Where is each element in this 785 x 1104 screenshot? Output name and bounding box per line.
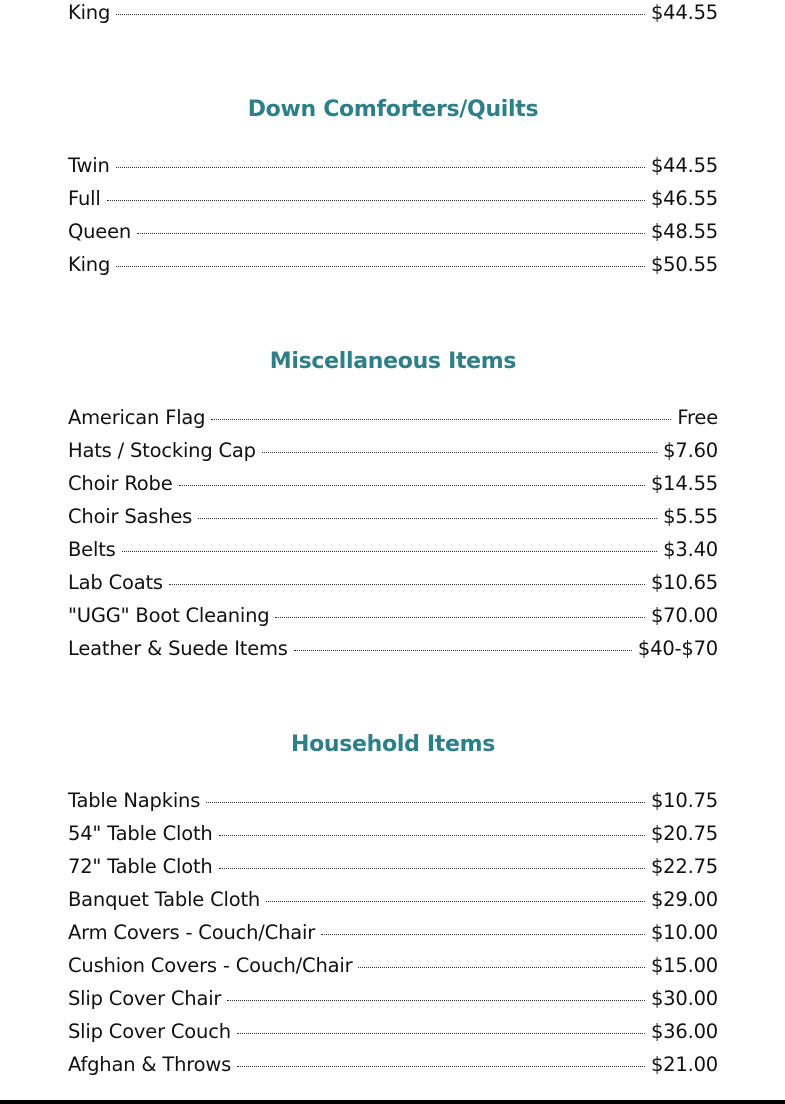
section-heading: Miscellaneous Items — [269, 349, 517, 374]
price-row — [68, 500, 718, 533]
item-name: Queen — [68, 220, 132, 243]
dot-leader — [122, 551, 658, 552]
item-price: $5.55 — [663, 505, 718, 528]
item-name: Twin — [68, 154, 110, 177]
dot-leader — [219, 868, 645, 869]
dot-leader — [294, 650, 632, 651]
price-row — [68, 149, 718, 182]
item-name: Cushion Covers - Couch/Chair — [68, 954, 353, 977]
dot-leader — [266, 901, 645, 902]
dot-leader — [262, 452, 657, 453]
dot-leader — [179, 485, 645, 486]
dot-leader — [211, 419, 671, 420]
item-price: $50.55 — [650, 253, 718, 276]
price-row — [68, 850, 718, 883]
dot-leader — [358, 967, 645, 968]
price-row — [68, 949, 718, 982]
dot-leader — [237, 1033, 645, 1034]
dot-leader — [321, 934, 645, 935]
item-price: $21.00 — [650, 1053, 718, 1076]
item-name: Full — [68, 187, 101, 210]
item-name: King — [68, 1, 111, 24]
item-name: Lab Coats — [68, 571, 163, 594]
item-price: $20.75 — [650, 822, 718, 845]
price-row — [68, 817, 718, 850]
item-price: $44.55 — [650, 1, 718, 24]
item-price: $14.55 — [650, 472, 718, 495]
dot-leader — [107, 200, 645, 201]
price-row — [68, 784, 718, 817]
item-name: 72" Table Cloth — [68, 855, 213, 878]
price-row — [68, 182, 718, 215]
item-name: Arm Covers - Couch/Chair — [68, 921, 316, 944]
item-price: $22.75 — [650, 855, 718, 878]
item-name: Slip Cover Couch — [68, 1020, 231, 1043]
item-price: $70.00 — [650, 604, 718, 627]
item-price: $7.60 — [663, 439, 718, 462]
dot-leader — [227, 1000, 645, 1001]
price-row — [68, 916, 718, 949]
item-name: King — [68, 253, 111, 276]
item-price: $30.00 — [650, 987, 718, 1010]
price-row — [68, 533, 718, 566]
item-price: $36.00 — [650, 1020, 718, 1043]
item-price: $40-$70 — [637, 637, 718, 660]
item-name: Leather & Suede Items — [68, 637, 288, 660]
bottom-rule — [0, 1100, 785, 1104]
item-name: American Flag — [68, 406, 206, 429]
section-heading: Down Comforters/Quilts — [247, 97, 539, 122]
dot-leader — [237, 1066, 645, 1067]
dot-leader — [116, 167, 645, 168]
price-row — [68, 1015, 718, 1048]
item-name: Banquet Table Cloth — [68, 888, 261, 911]
price-row — [68, 566, 718, 599]
dot-leader — [137, 233, 645, 234]
item-name: Belts — [68, 538, 116, 561]
price-row — [68, 434, 718, 467]
dot-leader — [198, 518, 657, 519]
price-row — [68, 982, 718, 1015]
dot-leader — [219, 835, 645, 836]
dot-leader — [275, 617, 645, 618]
section-down-comforters — [68, 95, 718, 281]
item-price: $48.55 — [650, 220, 718, 243]
item-price: $10.75 — [650, 789, 718, 812]
section-miscellaneous — [68, 347, 718, 665]
price-row — [68, 0, 718, 29]
price-row — [68, 599, 718, 632]
dot-leader — [169, 584, 645, 585]
price-row — [68, 1048, 718, 1081]
section-previous — [68, 0, 718, 29]
item-name: 54" Table Cloth — [68, 822, 213, 845]
item-name: Afghan & Throws — [68, 1053, 232, 1076]
price-row — [68, 883, 718, 916]
item-price: Free — [677, 406, 718, 429]
item-price: $10.00 — [650, 921, 718, 944]
price-row — [68, 467, 718, 500]
item-name: Table Napkins — [68, 789, 201, 812]
dot-leader — [116, 14, 645, 15]
item-name: Choir Sashes — [68, 505, 193, 528]
item-name: Hats / Stocking Cap — [68, 439, 256, 462]
dot-leader — [206, 802, 645, 803]
item-price: $10.65 — [650, 571, 718, 594]
price-row — [68, 632, 718, 665]
section-household — [68, 730, 718, 1081]
item-price: $46.55 — [650, 187, 718, 210]
item-price: $15.00 — [650, 954, 718, 977]
item-price: $44.55 — [650, 154, 718, 177]
price-row — [68, 401, 718, 434]
price-row — [68, 215, 718, 248]
item-name: Choir Robe — [68, 472, 173, 495]
dot-leader — [116, 266, 645, 267]
item-price: $29.00 — [650, 888, 718, 911]
item-name: "UGG" Boot Cleaning — [68, 604, 270, 627]
item-name: Slip Cover Chair — [68, 987, 222, 1010]
price-row — [68, 248, 718, 281]
item-price: $3.40 — [663, 538, 718, 561]
section-heading: Household Items — [290, 732, 496, 757]
